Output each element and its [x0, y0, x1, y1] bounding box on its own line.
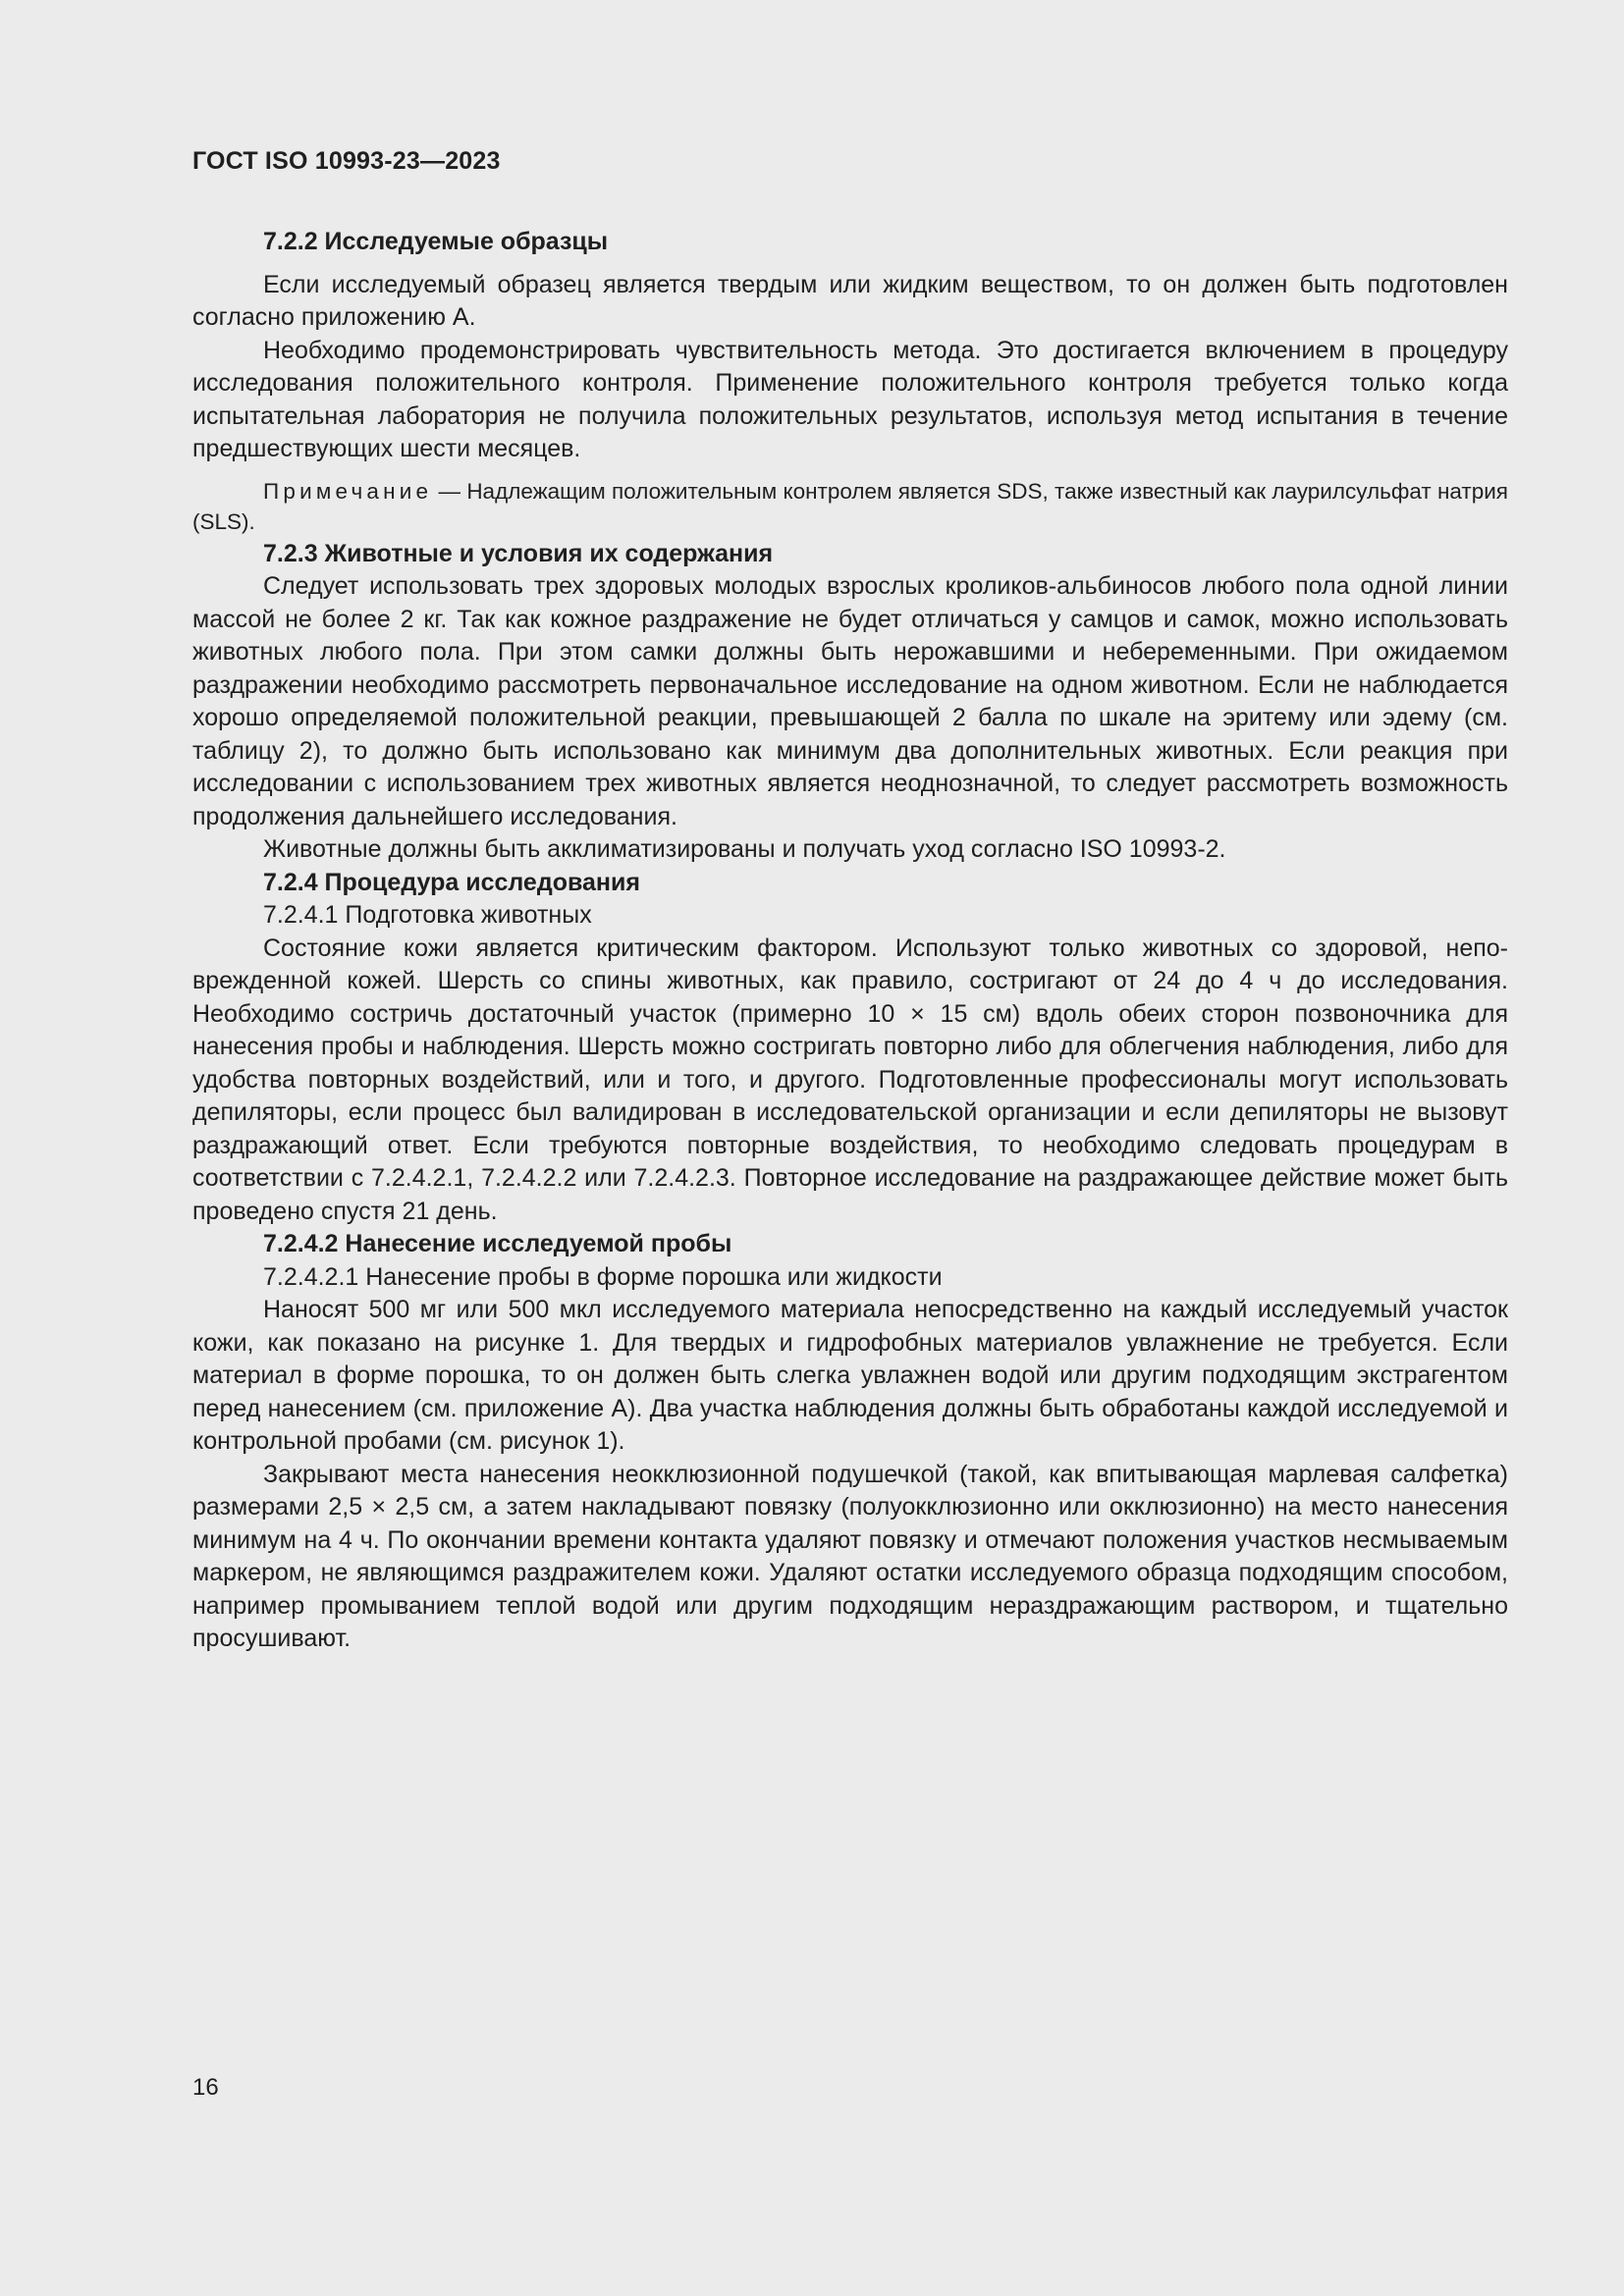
paragraph: Следует использовать трех здоровых молодых взрослых кроликов-альбиносов любого пола одной линии массой не более 2 кг. Так как кожное раздражение не будет отличаться у самцов и самок, можно использовать животных любого пола. При этом самки должны быть нерожавшими и небеременными. При ожидаемом раздражении необходимо рассмотреть первоначальное исследование на одном животном. Если не наблюдается хорошо определяемой положительной реакции, превышающей 2 балла по шкале на эритему или эдему (см. таблицу 2), то должно быть использовано как минимум два дополнительных животных. Если реакция при исследовании с использованием трех животных является неоднозначной, то следует рассмотреть возможность продолжения дальнейшего исследования.	[192, 572, 1508, 830]
section-heading-7-2-3: 7.2.3 Животные и условия их содержания	[263, 539, 774, 567]
note	[192, 476, 1508, 538]
section-heading-7-2-4: 7.2.4 Процедура исследования	[263, 868, 640, 896]
note-text: — Надлежащим положительным контролем является SDS, также известный как лаурилсульфат натрия (SLS).	[192, 478, 1508, 534]
paragraph: Необходимо продемонстрировать чувствительность метода. Это достигается включением в процедуру исследования положительного контроля. Применение положительного контроля требуется только когда испытательная лаборатория не получила положительных результатов, используя метод испытания в течение предшествующих шести месяцев.	[192, 336, 1508, 462]
page-content	[192, 226, 1508, 1656]
paragraph: Наносят 500 мг или 500 мкл исследуемого материала непосредственно на каждый исследуемый участок кожи, как показано на рисунке 1. Для твердых и гидрофобных материалов увлажнение не требуется. Если материал в форме порошка, то он должен быть слегка увлажнен водой или другим подходящим экстрагентом перед нанесением (см. приложение А). Два участка наблюдения должны быть обработаны каждой исследуемой и контрольной пробами (см. рисунок 1).	[192, 1296, 1508, 1455]
subsection-heading-7-2-4-1: 7.2.4.1 Подготовка животных	[263, 901, 592, 929]
paragraph: Состояние кожи является критическим фактором. Используют только животных со здоровой, неповрежденной кожей. Шерсть со спины животных, как правило, состригают от 24 до 4 ч до исследования. Необходимо состричь достаточный участок (примерно 10 × 15 см) вдоль обеих сторон позвоночника для нанесения пробы и наблюдения. Шерсть можно состригать повторно либо для облегчения наблюдения, либо для удобства повторных воздействий, или и того, и другого. Подготовленные профессионалы могут использовать депиляторы, если процесс был валидирован в исследовательской организации и если депиляторы не вызовут раздражающий ответ. Если требуются повторные воздействия, то необходимо следовать процедурам в соответствии с 7.2.4.2.1, 7.2.4.2.2 или 7.2.4.2.3. Повторное исследование на раздражающее действие может быть проведено спустя 21 день.	[192, 934, 1508, 1225]
page-header: ГОСТ ISO 10993-23—2023	[192, 147, 501, 175]
paragraph: Закрывают места нанесения неокклюзионной подушечкой (такой, как впитывающая марлевая салфетка) размерами 2,5 × 2,5 см, а затем накладывают повязку (полуокклюзионно или окклюзионно) на место нанесения минимум на 4 ч. По окончании времени контакта удаляют повязку и отмечают положения участков несмываемым маркером, не являющимся раздражителем кожи. Удаляют остатки исследуемого образца подходящим способом, например промыванием теплой водой или другим подходящим нераздражающим раствором, и тщательно просушивают.	[192, 1460, 1508, 1652]
note-label: Примечание	[263, 478, 433, 504]
page-number: 16	[192, 2074, 219, 2101]
subsection-heading-7-2-4-2-1: 7.2.4.2.1 Нанесение пробы в форме порошка или жидкости	[263, 1262, 943, 1291]
section-heading-7-2-4-2: 7.2.4.2 Нанесение исследуемой пробы	[263, 1230, 732, 1257]
paragraph: Животные должны быть акклиматизированы и получать уход согласно ISO 10993-2.	[263, 835, 1226, 863]
section-heading-7-2-2: 7.2.2 Исследуемые образцы	[263, 228, 609, 255]
paragraph: Если исследуемый образец является твердым или жидким веществом, то он должен быть подготовлен согласно приложению А.	[192, 270, 1508, 331]
